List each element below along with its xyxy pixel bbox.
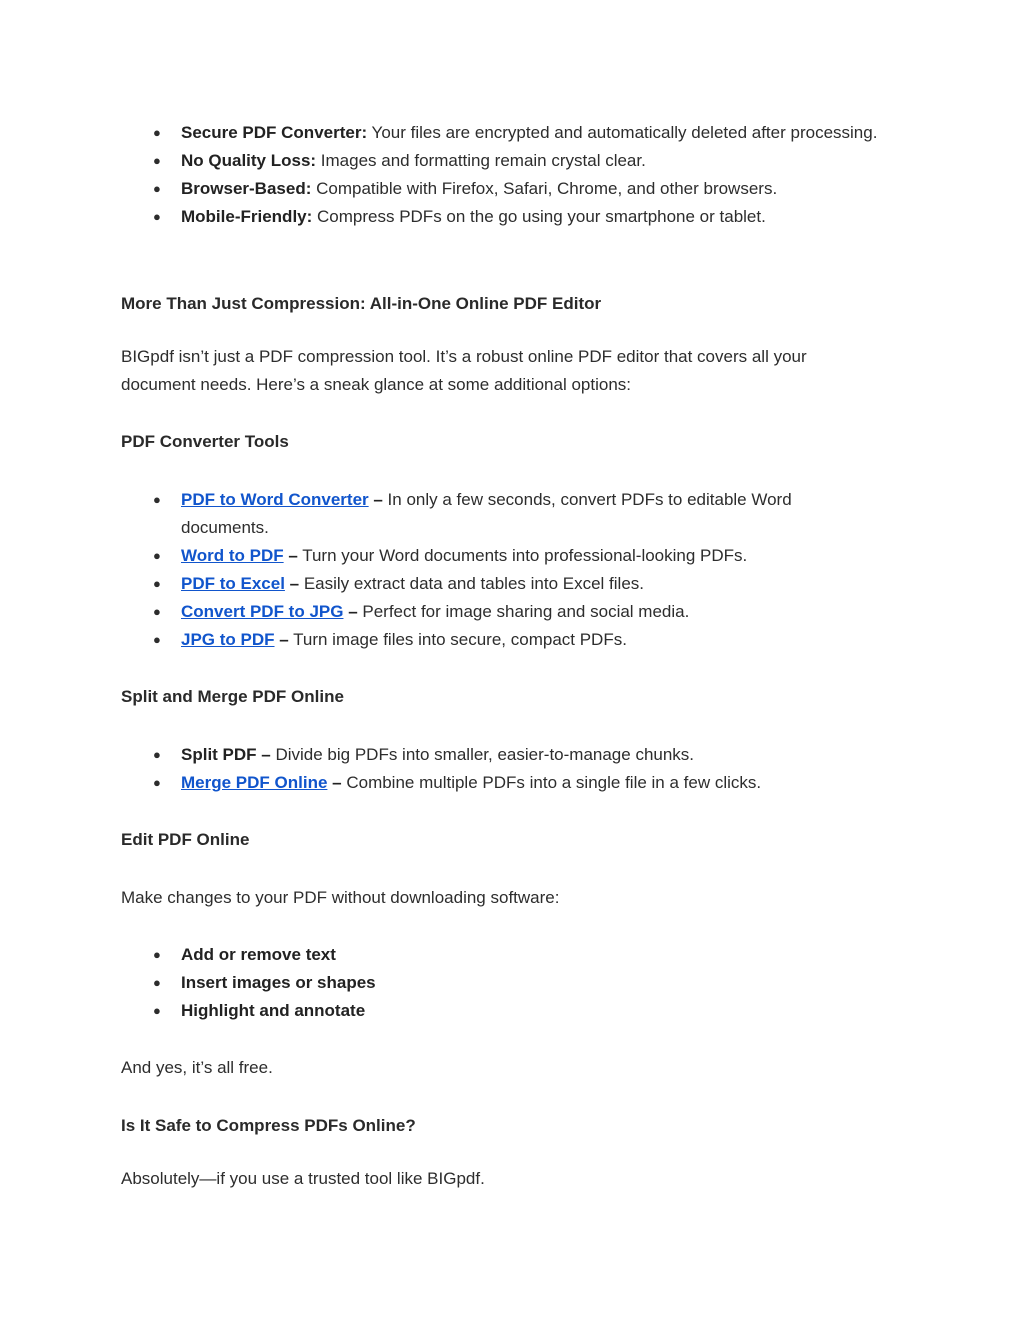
- feature-title: No Quality Loss:: [181, 151, 317, 170]
- tool-description: Turn your Word documents into professional-looking PDFs.: [297, 546, 748, 565]
- link-word-to-pdf[interactable]: Word to PDF: [181, 546, 284, 565]
- edit-feature: Insert images or shapes: [181, 973, 376, 992]
- dash-separator: –: [368, 490, 383, 509]
- bullet-icon: ●: [153, 747, 161, 762]
- bullet-icon: ●: [153, 975, 161, 990]
- feature-title: Secure PDF Converter:: [181, 123, 368, 142]
- free-paragraph: And yes, it’s all free.: [121, 1058, 273, 1077]
- tool-description: Turn image files into secure, compact PDFs.: [288, 630, 627, 649]
- feature-text: Your files are encrypted and automatically deleted after processing.: [367, 123, 878, 142]
- edit-features-list: [121, 941, 881, 1025]
- feature-title: Mobile-Friendly:: [181, 207, 313, 226]
- list-item: [121, 997, 881, 1025]
- edit-paragraph: Make changes to your PDF without downloading software:: [121, 888, 560, 907]
- dash-separator: –: [283, 546, 298, 565]
- bullet-icon: ●: [153, 125, 161, 140]
- list-item: [121, 598, 881, 626]
- edit-feature: Highlight and annotate: [181, 1001, 366, 1020]
- link-convert-pdf-to-jpg[interactable]: Convert PDF to JPG: [181, 602, 344, 621]
- heading-more-than-compression: More Than Just Compression: All-in-One Online PDF Editor: [121, 294, 602, 313]
- tool-description: Perfect for image sharing and social media.: [357, 602, 690, 621]
- feature-text: Compatible with Firefox, Safari, Chrome, and other browsers.: [311, 179, 778, 198]
- feature-title: Browser-Based:: [181, 179, 312, 198]
- dash-separator: –: [327, 773, 342, 792]
- dash-separator: –: [274, 630, 289, 649]
- converter-tools-list: [121, 486, 881, 654]
- link-pdf-to-word[interactable]: PDF to Word Converter: [181, 490, 369, 509]
- list-item: [121, 147, 881, 175]
- list-item: [121, 626, 881, 654]
- dash-separator: –: [343, 602, 358, 621]
- edit-feature: Add or remove text: [181, 945, 336, 964]
- list-item: [121, 769, 881, 797]
- list-item: [121, 119, 881, 147]
- feature-text: Images and formatting remain crystal clear.: [316, 151, 646, 170]
- bullet-icon: ●: [153, 209, 161, 224]
- bullet-icon: ●: [153, 181, 161, 196]
- bullet-icon: ●: [153, 1003, 161, 1018]
- dash-separator: –: [284, 574, 300, 593]
- tool-description: In only a few seconds, convert PDFs to editable Word documents.: [181, 490, 792, 537]
- list-item: [121, 203, 881, 231]
- intro-paragraph: BIGpdf isn’t just a PDF compression tool. It’s a robust online PDF editor that covers all your document needs. Here’s a sneak glance at some additional options:: [121, 347, 807, 394]
- safe-paragraph: Absolutely—if you use a trusted tool like BIGpdf.: [121, 1169, 485, 1188]
- merge-pdf-text: Combine multiple PDFs into a single file in a few clicks.: [341, 773, 762, 792]
- list-item: [121, 486, 881, 542]
- bullet-icon: ●: [153, 947, 161, 962]
- bullet-icon: ●: [153, 153, 161, 168]
- heading-edit-pdf: Edit PDF Online: [121, 830, 250, 849]
- heading-split-merge: Split and Merge PDF Online: [121, 687, 344, 706]
- features-list: [121, 119, 881, 231]
- link-jpg-to-pdf[interactable]: JPG to PDF: [181, 630, 275, 649]
- heading-is-it-safe: Is It Safe to Compress PDFs Online?: [121, 1116, 416, 1135]
- bullet-icon: ●: [153, 548, 161, 563]
- list-item: [121, 175, 881, 203]
- bullet-icon: ●: [153, 492, 161, 507]
- list-item: [121, 941, 881, 969]
- feature-text: Compress PDFs on the go using your smartphone or tablet.: [312, 207, 766, 226]
- bullet-icon: ●: [153, 604, 161, 619]
- bullet-icon: ●: [153, 632, 161, 647]
- link-pdf-to-excel[interactable]: PDF to Excel: [181, 574, 285, 593]
- heading-converter-tools: PDF Converter Tools: [121, 432, 289, 451]
- split-pdf-text: Divide big PDFs into smaller, easier-to-manage chunks.: [270, 745, 695, 764]
- bullet-icon: ●: [153, 775, 161, 790]
- list-item: [121, 542, 881, 570]
- bullet-icon: ●: [153, 576, 161, 591]
- list-item: [121, 570, 881, 598]
- list-item: [121, 741, 881, 769]
- list-item: [121, 969, 881, 997]
- split-merge-list: [121, 741, 881, 797]
- tool-description: Easily extract data and tables into Excel files.: [299, 574, 645, 593]
- split-pdf-title: Split PDF –: [181, 745, 271, 764]
- link-merge-pdf-online[interactable]: Merge PDF Online: [181, 773, 328, 792]
